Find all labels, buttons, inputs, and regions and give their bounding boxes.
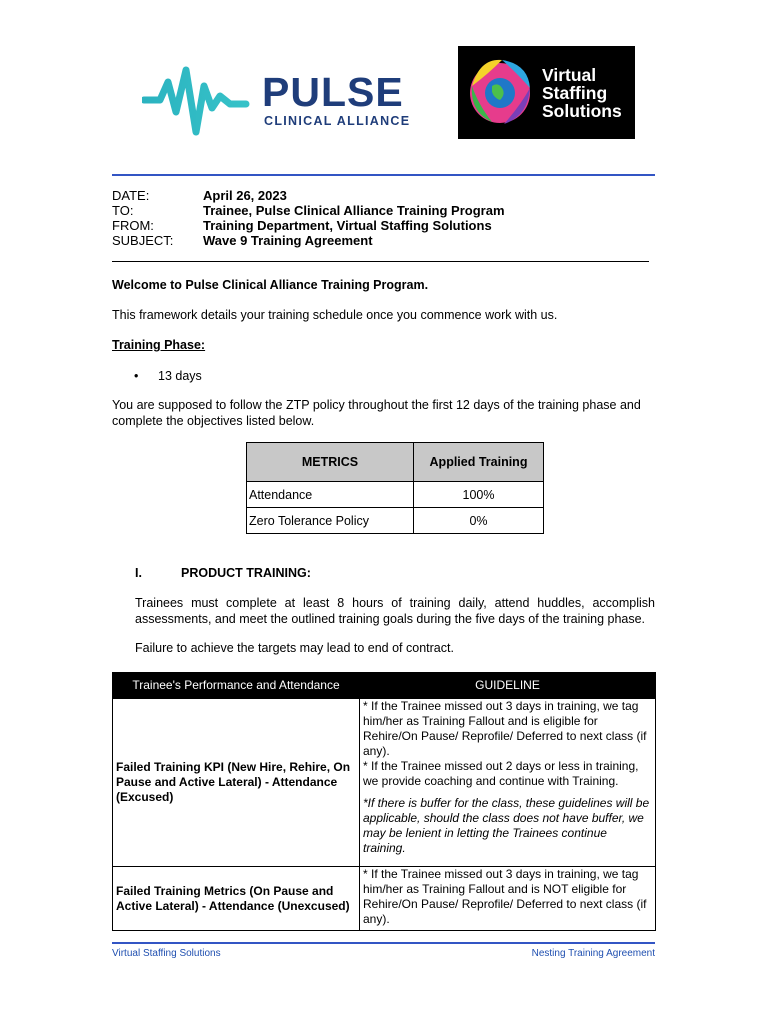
guideline-header-right: GUIDELINE xyxy=(360,673,656,699)
guideline-text: * If the Trainee missed out 3 days in training, we tag him/her as Training Fallout and is eligible for Rehire/On Pause/ Reprofile/ Deferred to next class (if any). xyxy=(363,699,647,758)
guideline-text: * If the Trainee missed out 2 days or less in training, we provide coaching and continue with Training. xyxy=(363,759,639,788)
phase-bullet-item: 13 days xyxy=(158,369,202,383)
guideline-table xyxy=(112,672,656,931)
footer-right: Nesting Training Agreement xyxy=(531,948,655,959)
guideline-condition: Failed Training Metrics (On Pause and Active Lateral) - Attendance (Unexcused) xyxy=(113,867,360,931)
vss-logo-text xyxy=(542,66,622,120)
metric-value: 0% xyxy=(414,508,544,534)
vss-logo-line3: Solutions xyxy=(542,101,622,121)
section-number: I. xyxy=(135,566,142,580)
section-paragraph-1: Trainees must complete at least 8 hours of training daily, attend huddles, accomplish assessments, and meet the outlined training goals during the five days of the training phase. xyxy=(135,596,655,626)
bullet-dot: • xyxy=(134,369,139,383)
metric-value: 100% xyxy=(414,482,544,508)
intro-paragraph: This framework details your training schedule once you commence work with us. xyxy=(112,308,558,322)
table-row xyxy=(113,699,656,867)
metric-name: Zero Tolerance Policy xyxy=(247,508,414,534)
header-rule xyxy=(112,174,655,176)
memo-from-value: Training Department, Virtual Staffing Solutions xyxy=(203,218,492,233)
guideline-text: * If the Trainee missed out 3 days in training, we tag him/her as Training Fallout and is NOT eligible for Rehire/On Pause/ Reprofile/ Deferred to next class (if any). xyxy=(363,867,647,926)
metrics-header-applied: Applied Training xyxy=(414,443,544,482)
memo-date-value: April 26, 2023 xyxy=(203,188,287,203)
section-paragraph-2: Failure to achieve the targets may lead to end of contract. xyxy=(135,641,454,655)
metrics-header-metric: METRICS xyxy=(247,443,414,482)
metrics-table xyxy=(246,442,544,534)
memo-subject-label: SUBJECT: xyxy=(112,233,174,248)
pulse-logo-name: PULSE xyxy=(262,69,404,115)
pulse-wave-icon xyxy=(142,62,262,138)
guideline-header-row xyxy=(113,673,656,699)
guideline-header-left: Trainee's Performance and Attendance xyxy=(113,673,360,699)
memo-to-value: Trainee, Pulse Clinical Alliance Training Program xyxy=(203,203,505,218)
metrics-header-row xyxy=(247,443,544,482)
pulse-logo-subtitle: CLINICAL ALLIANCE xyxy=(264,114,411,128)
training-phase-heading: Training Phase: xyxy=(112,338,206,352)
globe-icon xyxy=(458,46,538,139)
ztp-paragraph: You are supposed to follow the ZTP policy throughout the first 12 days of the training phase and complete the objectives listed below. xyxy=(112,398,641,428)
footer-left: Virtual Staffing Solutions xyxy=(112,948,221,959)
vss-logo-line1: Virtual xyxy=(542,65,597,85)
memo-subject-value: Wave 9 Training Agreement xyxy=(203,233,373,248)
memo-date-label: DATE: xyxy=(112,188,150,203)
footer-rule xyxy=(112,942,655,944)
guideline-cell xyxy=(360,699,656,867)
memo-divider xyxy=(112,261,649,262)
section-title: PRODUCT TRAINING: xyxy=(181,566,311,580)
guideline-note: *If there is buffer for the class, these guidelines will be applicable, should the class does not have buffer, we may be lenient in letting the Trainees continue training. xyxy=(363,796,650,855)
metric-name: Attendance xyxy=(247,482,414,508)
table-row xyxy=(247,482,544,508)
memo-from-label: FROM: xyxy=(112,218,154,233)
table-row xyxy=(113,867,656,931)
table-row xyxy=(247,508,544,534)
welcome-heading: Welcome to Pulse Clinical Alliance Training Program. xyxy=(112,278,429,292)
vss-logo-line2: Staffing xyxy=(542,83,608,103)
guideline-cell xyxy=(360,867,656,931)
guideline-condition: Failed Training KPI (New Hire, Rehire, On Pause and Active Lateral) - Attendance (Excused) xyxy=(113,699,360,867)
memo-to-label: TO: xyxy=(112,203,134,218)
